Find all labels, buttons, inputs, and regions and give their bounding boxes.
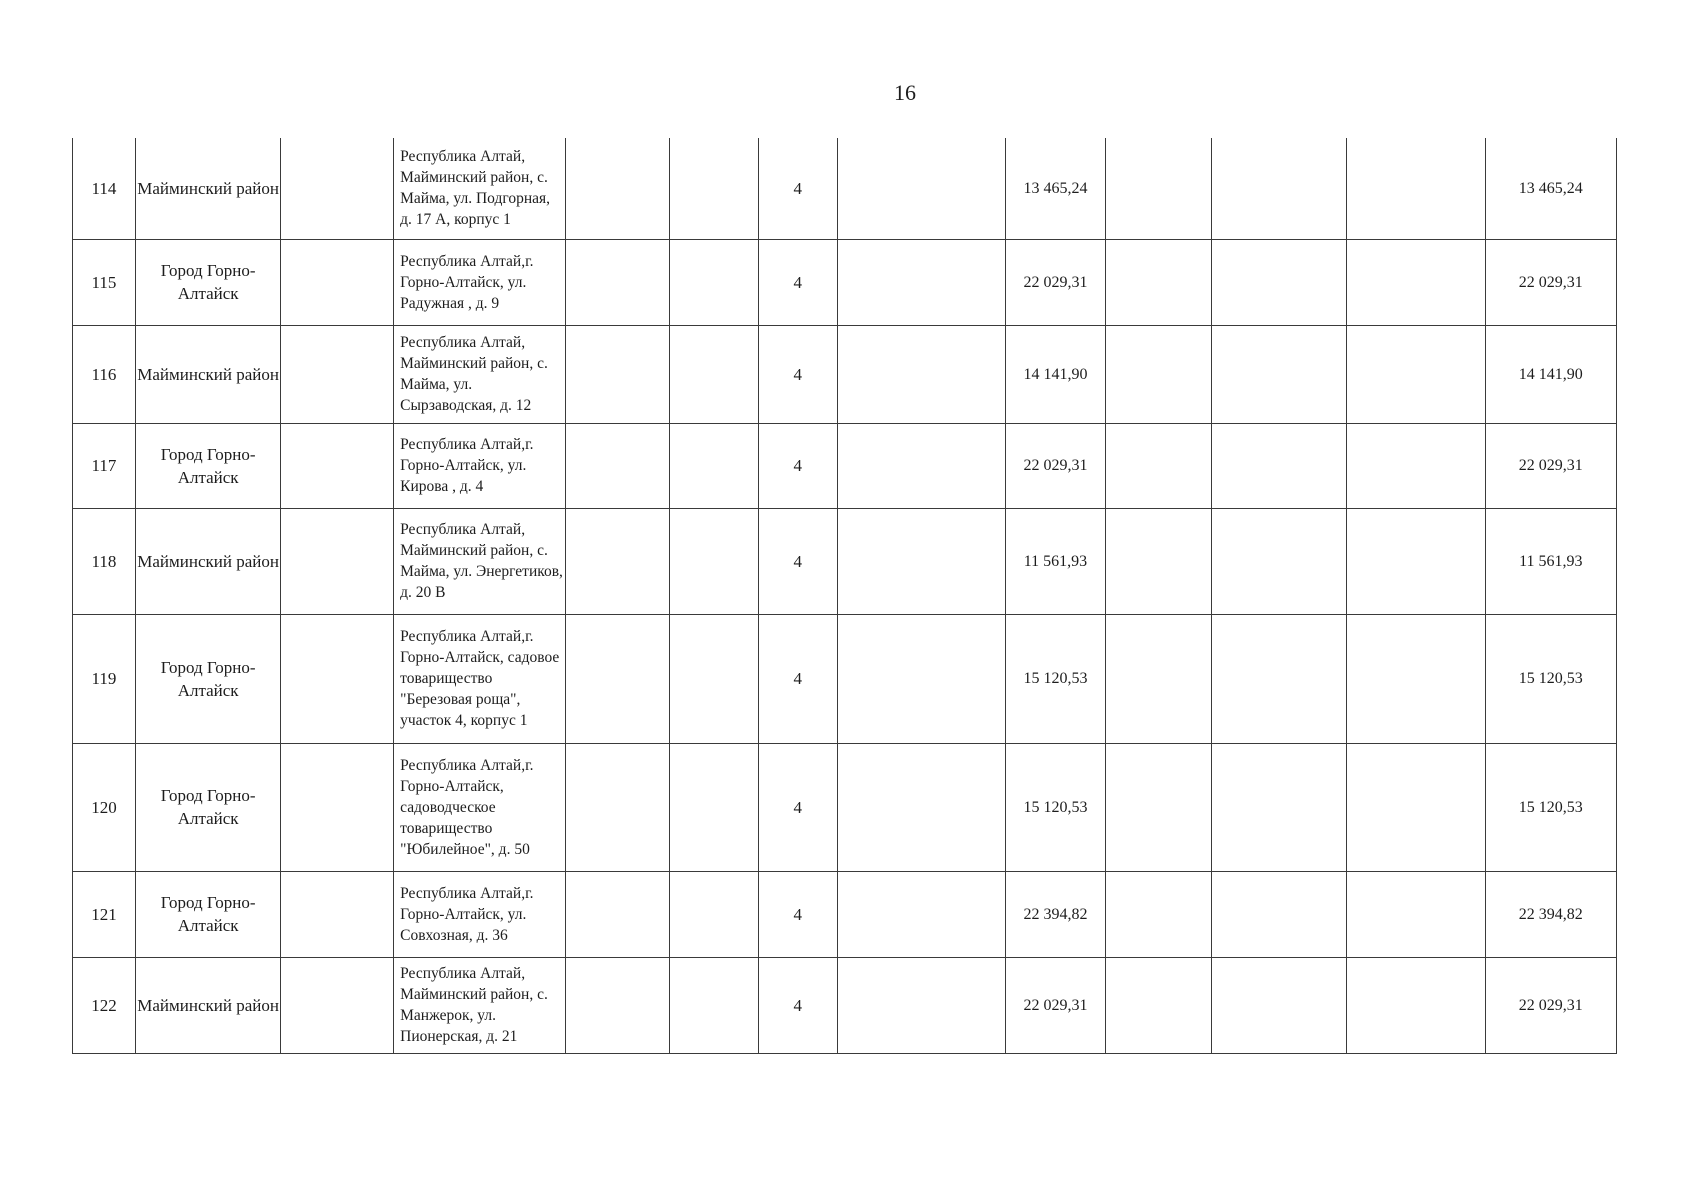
empty-cell <box>837 239 1005 325</box>
empty-cell <box>1212 325 1347 423</box>
table-row <box>73 871 1617 957</box>
empty-cell <box>281 325 394 423</box>
empty-cell <box>837 743 1005 871</box>
empty-cell <box>281 508 394 614</box>
empty-cell <box>1212 871 1347 957</box>
empty-cell <box>1105 508 1211 614</box>
sum-cell: 22 029,31 <box>1006 423 1106 508</box>
area-cell: Город Горно-Алтайск <box>135 743 280 871</box>
empty-cell <box>1346 957 1485 1053</box>
area-cell: Город Горно-Алтайск <box>135 423 280 508</box>
area-cell: Город Горно-Алтайск <box>135 614 280 743</box>
table-row <box>73 957 1617 1053</box>
empty-cell <box>669 423 758 508</box>
empty-cell <box>1105 138 1211 239</box>
empty-cell <box>1105 957 1211 1053</box>
empty-cell <box>565 871 669 957</box>
sum-cell: 22 394,82 <box>1006 871 1106 957</box>
empty-cell <box>669 138 758 239</box>
empty-cell <box>1346 423 1485 508</box>
sum-cell: 14 141,90 <box>1006 325 1106 423</box>
empty-cell <box>669 508 758 614</box>
empty-cell <box>1105 614 1211 743</box>
empty-cell <box>669 325 758 423</box>
sum-cell: 15 120,53 <box>1006 614 1106 743</box>
empty-cell <box>565 614 669 743</box>
address-cell: Республика Алтай,г. Горно-Алтайск, садовое товарищество "Березовая роща", участок 4, корпус 1 <box>394 614 565 743</box>
empty-cell <box>837 957 1005 1053</box>
row-number: 118 <box>73 508 136 614</box>
empty-cell <box>565 423 669 508</box>
empty-cell <box>281 423 394 508</box>
row-number: 114 <box>73 138 136 239</box>
total-cell: 11 561,93 <box>1485 508 1616 614</box>
empty-cell <box>1212 138 1347 239</box>
empty-cell <box>1105 239 1211 325</box>
table-row <box>73 325 1617 423</box>
empty-cell <box>1212 508 1347 614</box>
row-number: 119 <box>73 614 136 743</box>
empty-cell <box>669 239 758 325</box>
total-cell: 15 120,53 <box>1485 743 1616 871</box>
address-cell: Республика Алтай, Майминский район, с. Майма, ул. Сырзаводская, д. 12 <box>394 325 565 423</box>
empty-cell <box>1212 957 1347 1053</box>
area-cell: Город Горно-Алтайск <box>135 871 280 957</box>
empty-cell <box>281 957 394 1053</box>
table-row <box>73 743 1617 871</box>
empty-cell <box>565 957 669 1053</box>
empty-cell <box>1346 743 1485 871</box>
area-cell: Майминский район <box>135 325 280 423</box>
row-number: 120 <box>73 743 136 871</box>
empty-cell <box>1105 423 1211 508</box>
empty-cell <box>1212 423 1347 508</box>
row-number: 121 <box>73 871 136 957</box>
empty-cell <box>1105 871 1211 957</box>
empty-cell <box>669 743 758 871</box>
empty-cell <box>837 508 1005 614</box>
empty-cell <box>669 957 758 1053</box>
table-row <box>73 614 1617 743</box>
total-cell: 15 120,53 <box>1485 614 1616 743</box>
count-cell: 4 <box>758 423 837 508</box>
count-cell: 4 <box>758 138 837 239</box>
data-table <box>72 138 1617 1054</box>
address-cell: Республика Алтай, Майминский район, с. Манжерок, ул. Пионерская, д. 21 <box>394 957 565 1053</box>
empty-cell <box>281 614 394 743</box>
row-number: 122 <box>73 957 136 1053</box>
empty-cell <box>281 743 394 871</box>
row-number: 117 <box>73 423 136 508</box>
table-row <box>73 508 1617 614</box>
empty-cell <box>837 423 1005 508</box>
area-cell: Майминский район <box>135 138 280 239</box>
empty-cell <box>565 239 669 325</box>
row-number: 115 <box>73 239 136 325</box>
page-number: 16 <box>894 80 916 105</box>
sum-cell: 22 029,31 <box>1006 239 1106 325</box>
address-cell: Республика Алтай,г. Горно-Алтайск, ул. Радужная , д. 9 <box>394 239 565 325</box>
empty-cell <box>1346 239 1485 325</box>
empty-cell <box>281 871 394 957</box>
address-cell: Республика Алтай, Майминский район, с. Майма, ул. Энергетиков, д. 20 В <box>394 508 565 614</box>
row-number: 116 <box>73 325 136 423</box>
area-cell: Майминский район <box>135 957 280 1053</box>
total-cell: 22 029,31 <box>1485 957 1616 1053</box>
address-cell: Республика Алтай,г. Горно-Алтайск, ул. Совхозная, д. 36 <box>394 871 565 957</box>
area-cell: Майминский район <box>135 508 280 614</box>
empty-cell <box>1105 325 1211 423</box>
empty-cell <box>565 325 669 423</box>
sum-cell: 13 465,24 <box>1006 138 1106 239</box>
empty-cell <box>669 614 758 743</box>
total-cell: 22 029,31 <box>1485 239 1616 325</box>
empty-cell <box>1346 614 1485 743</box>
count-cell: 4 <box>758 957 837 1053</box>
count-cell: 4 <box>758 325 837 423</box>
empty-cell <box>1212 743 1347 871</box>
address-cell: Республика Алтай, Майминский район, с. Майма, ул. Подгорная, д. 17 А, корпус 1 <box>394 138 565 239</box>
count-cell: 4 <box>758 743 837 871</box>
sum-cell: 22 029,31 <box>1006 957 1106 1053</box>
sum-cell: 11 561,93 <box>1006 508 1106 614</box>
empty-cell <box>1346 325 1485 423</box>
count-cell: 4 <box>758 871 837 957</box>
empty-cell <box>1212 614 1347 743</box>
count-cell: 4 <box>758 239 837 325</box>
table-row <box>73 239 1617 325</box>
empty-cell <box>837 614 1005 743</box>
empty-cell <box>837 325 1005 423</box>
area-cell: Город Горно-Алтайск <box>135 239 280 325</box>
count-cell: 4 <box>758 614 837 743</box>
empty-cell <box>281 239 394 325</box>
empty-cell <box>669 871 758 957</box>
empty-cell <box>1212 239 1347 325</box>
empty-cell <box>1346 508 1485 614</box>
empty-cell <box>565 508 669 614</box>
empty-cell <box>565 138 669 239</box>
total-cell: 22 394,82 <box>1485 871 1616 957</box>
total-cell: 22 029,31 <box>1485 423 1616 508</box>
empty-cell <box>1346 871 1485 957</box>
empty-cell <box>565 743 669 871</box>
table-row <box>73 423 1617 508</box>
count-cell: 4 <box>758 508 837 614</box>
address-cell: Республика Алтай,г. Горно-Алтайск, ул. Кирова , д. 4 <box>394 423 565 508</box>
address-cell: Республика Алтай,г. Горно-Алтайск, садоводческое товарищество "Юбилейное", д. 50 <box>394 743 565 871</box>
empty-cell <box>1346 138 1485 239</box>
empty-cell <box>281 138 394 239</box>
table-row <box>73 138 1617 239</box>
empty-cell <box>837 871 1005 957</box>
total-cell: 14 141,90 <box>1485 325 1616 423</box>
empty-cell <box>837 138 1005 239</box>
total-cell: 13 465,24 <box>1485 138 1616 239</box>
sum-cell: 15 120,53 <box>1006 743 1106 871</box>
empty-cell <box>1105 743 1211 871</box>
